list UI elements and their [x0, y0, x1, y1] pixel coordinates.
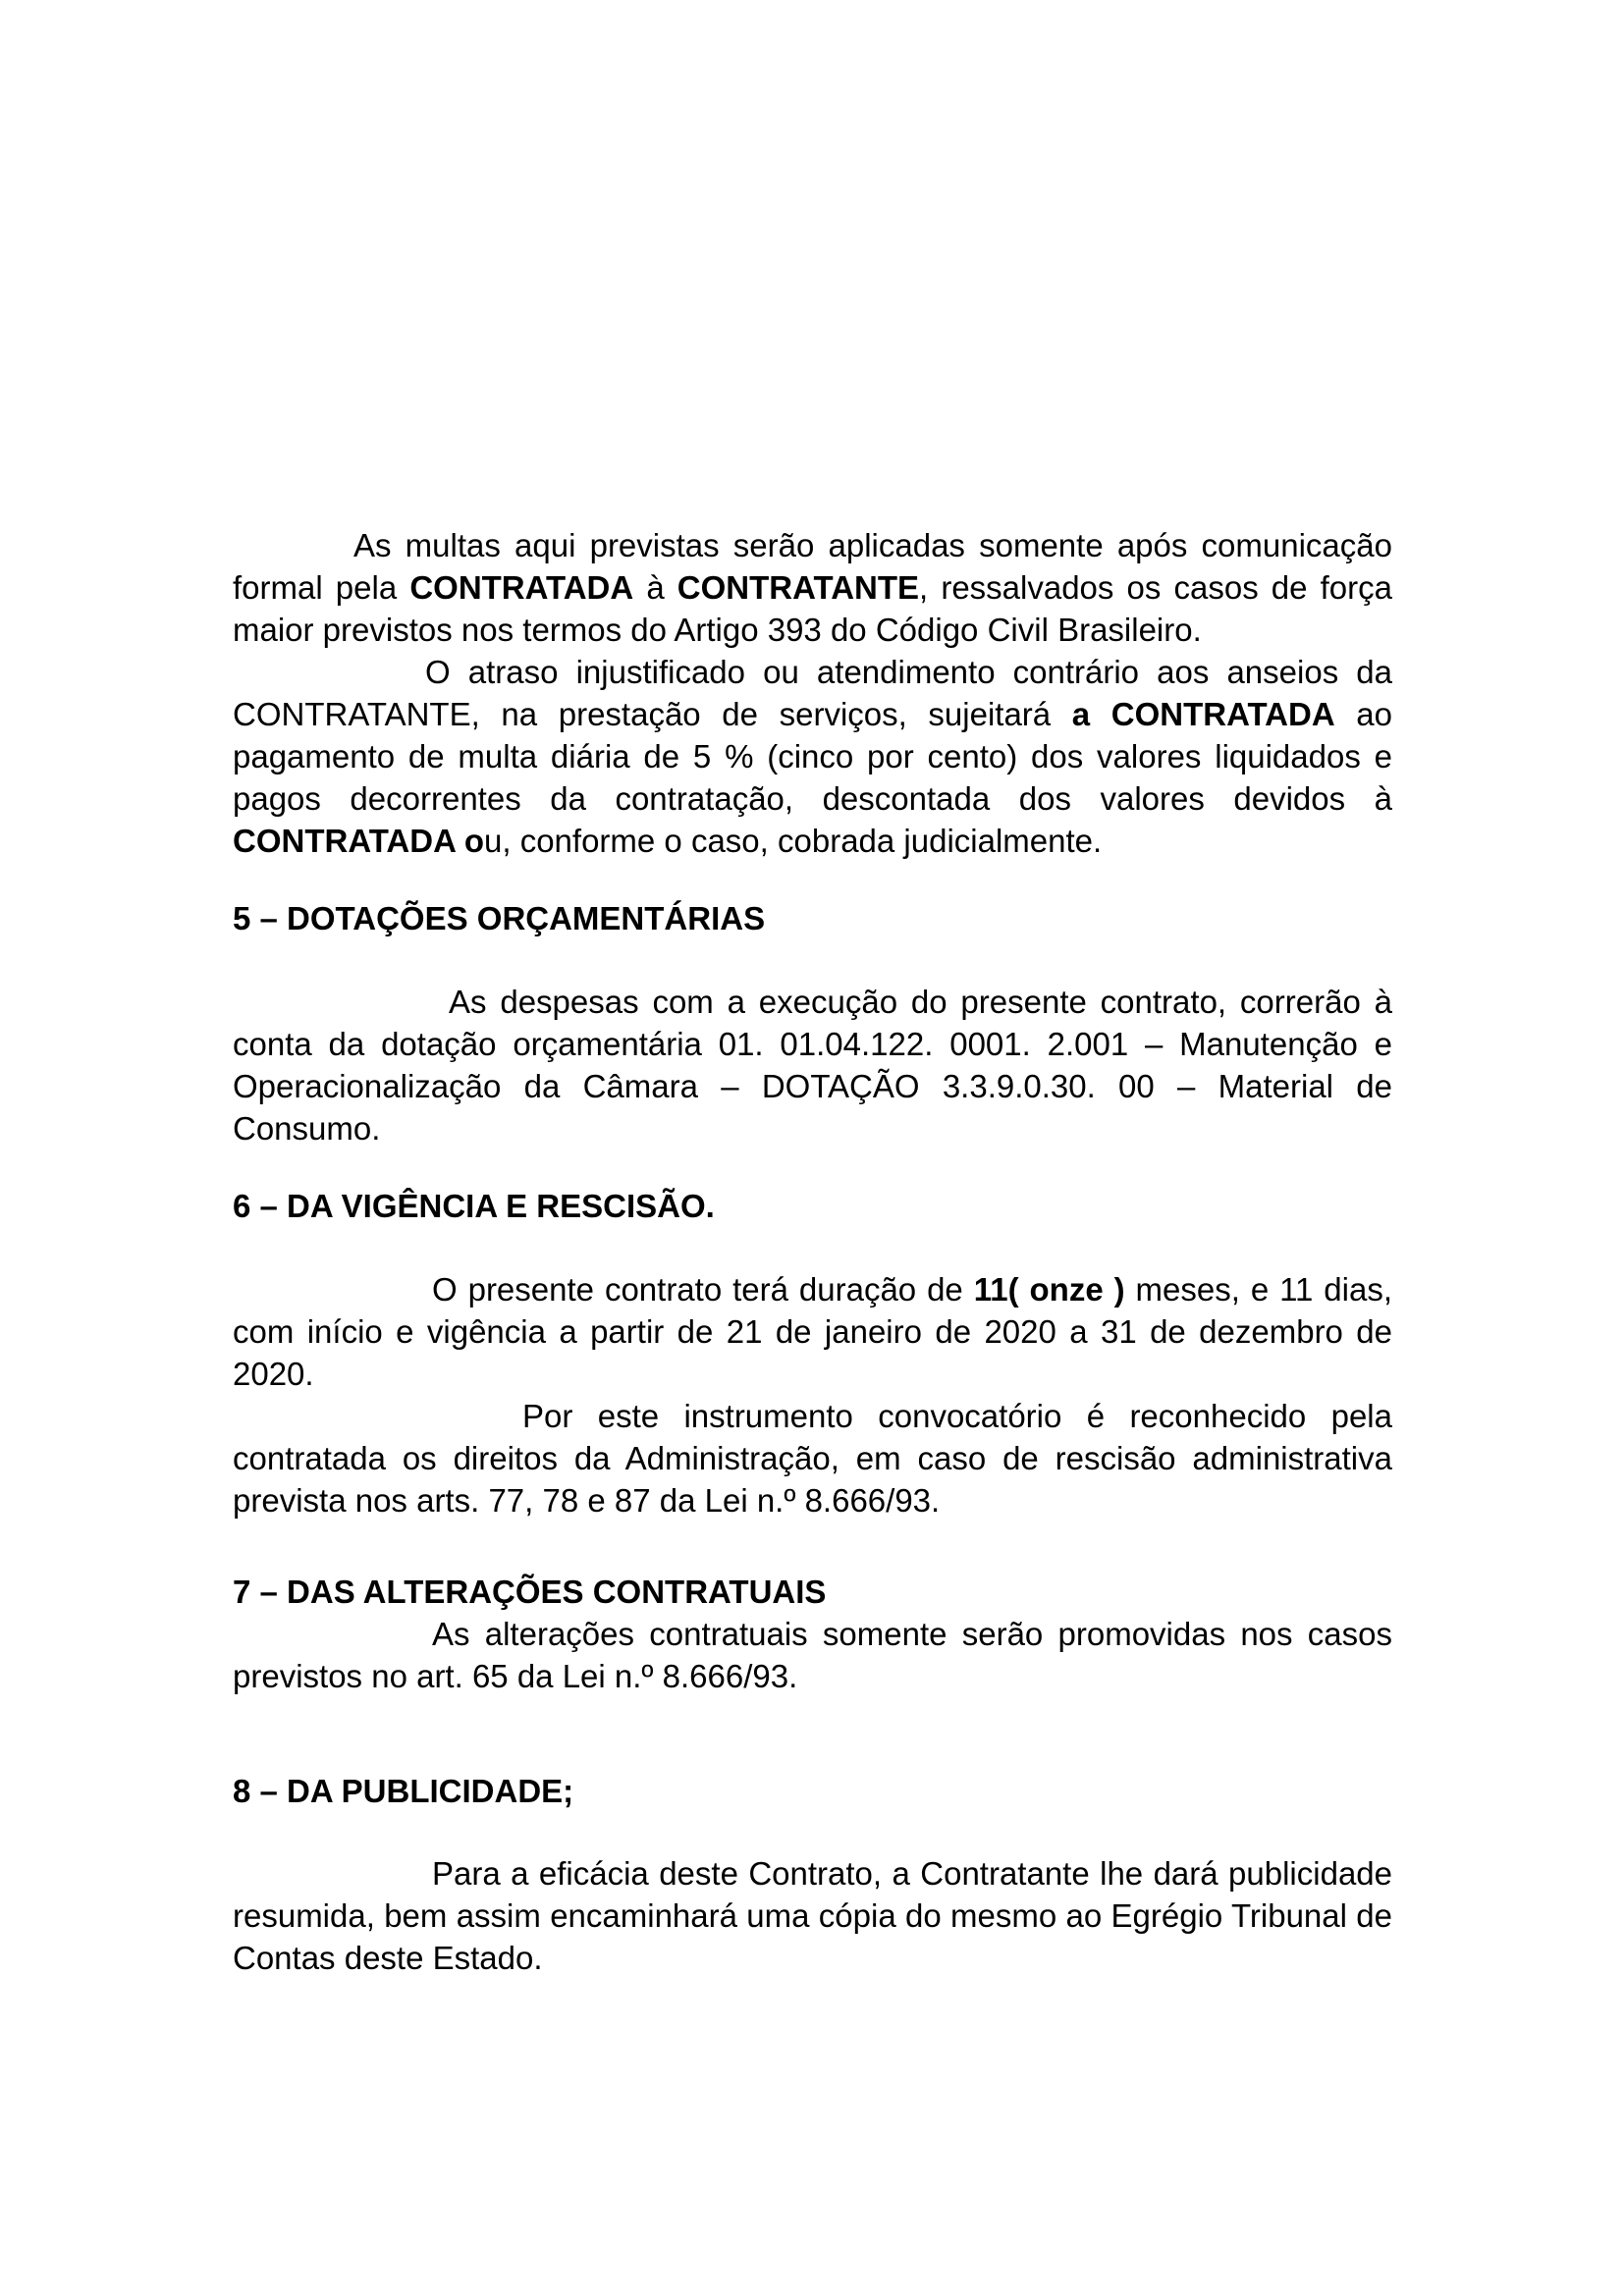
paragraph-fines-notice: As multas aqui previstas serão aplicadas somente após comunicação formal pela CONTRATADA à CONTRATANTE, ressalvados os casos de força maior previstos nos termos do Artigo 393 do Código Civil Brasileiro.	[233, 527, 1392, 648]
heading-dotacoes-orcamentarias: 5 – DOTAÇÕES ORÇAMENTÁRIAS	[233, 900, 766, 936]
heading-alteracoes-contratuais: 7 – DAS ALTERAÇÕES CONTRATUAIS	[233, 1574, 827, 1610]
paragraph-contract-duration: O presente contrato terá duração de 11( onze ) meses, e 11 dias, com início e vigência a partir de 21 de janeiro de 2020 a 31 de dezembro de 2020.	[233, 1271, 1392, 1392]
paragraph-publicity: Para a eficácia deste Contrato, a Contratante lhe dará publicidade resumida, bem assim encaminhará uma cópia do mesmo ao Egrégio Tribunal de Contas deste Estado.	[233, 1855, 1392, 1976]
paragraph-rescission-rights: Por este instrumento convocatório é reconhecido pela contratada os direitos da Administração, em caso de rescisão administrativa prevista nos arts. 77, 78 e 87 da Lei n.º 8.666/93.	[233, 1398, 1392, 1519]
paragraph-contract-changes: As alterações contratuais somente serão promovidas nos casos previstos no art. 65 da Lei n.º 8.666/93.	[233, 1616, 1392, 1694]
paragraph-late-penalty: O atraso injustificado ou atendimento contrário aos anseios da CONTRATANTE, na prestação de serviços, sujeitará a CONTRATADA ao pagamento de multa diária de 5 % (cinco por cento) dos valores liquidados e pagos decorrentes da contratação, descontada dos valores devidos à CONTRATADA ou, conforme o caso, cobrada judicialmente.	[233, 654, 1393, 859]
heading-publicidade: 8 – DA PUBLICIDADE;	[233, 1773, 574, 1809]
heading-vigencia-rescisao: 6 – DA VIGÊNCIA E RESCISÃO.	[233, 1188, 715, 1224]
paragraph-budget-allocation: As despesas com a execução do presente contrato, correrão à conta da dotação orçamentária 01. 01.04.122. 0001. 2.001 – Manutenção e Operacionalização da Câmara – DOTAÇÃO 3.3.9.0.30. 00 – Material de Consumo.	[233, 984, 1392, 1147]
